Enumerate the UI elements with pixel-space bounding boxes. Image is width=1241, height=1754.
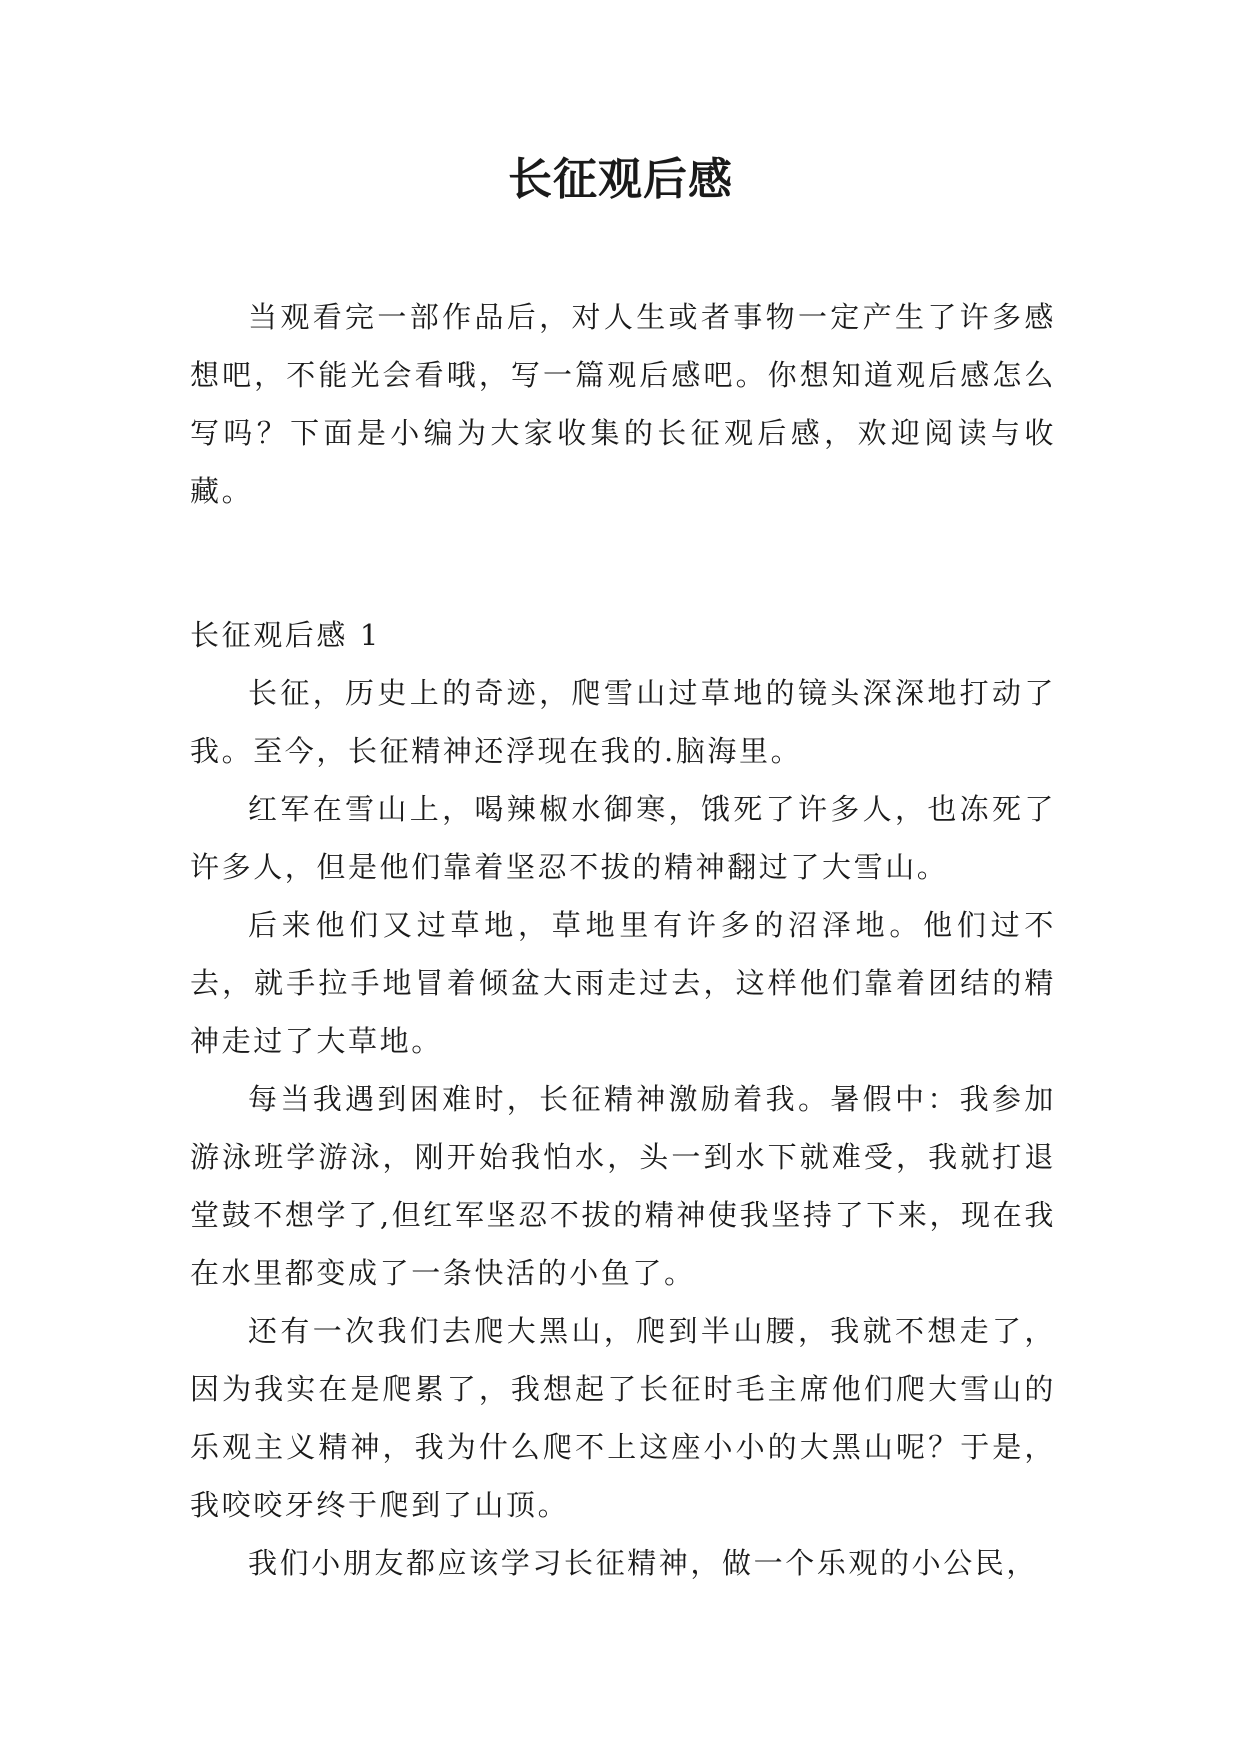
body-paragraph: 我们小朋友都应该学习长征精神，做一个乐观的小公民，	[248, 1546, 1039, 1580]
section-heading: 长征观后感 1	[190, 618, 381, 652]
intro-paragraph: 当观看完一部作品后，对人生或者事物一定产生了许多感想吧，不能光会看哦，写一篇观后感吧。你想知道观后感怎么写吗？下面是小编为大家收集的长征观后感，欢迎阅读与收藏。	[190, 300, 1056, 508]
body-paragraph: 长征，历史上的奇迹，爬雪山过草地的镜头深深地打动了我。至今，长征精神还浮现在我的.脑海里。	[190, 676, 1056, 768]
document-title: 长征观后感	[508, 154, 733, 205]
body-paragraph: 每当我遇到困难时，长征精神激励着我。暑假中：我参加游泳班学游泳，刚开始我怕水，头一到水下就难受，我就打退堂鼓不想学了,但红军坚忍不拔的精神使我坚持了下来，现在我在水里都变成了一条快活的小鱼了。	[190, 1082, 1056, 1290]
section-spacer	[190, 520, 1056, 606]
document-body	[190, 288, 1056, 1592]
body-paragraph: 后来他们又过草地，草地里有许多的沼泽地。他们过不去，就手拉手地冒着倾盆大雨走过去，这样他们靠着团结的精神走过了大草地。	[190, 908, 1056, 1058]
body-paragraph: 还有一次我们去爬大黑山，爬到半山腰，我就不想走了，因为我实在是爬累了，我想起了长征时毛主席他们爬大雪山的乐观主义精神，我为什么爬不上这座小小的大黑山呢？于是，我咬咬牙终于爬到了山顶。	[190, 1314, 1056, 1522]
body-paragraph: 红军在雪山上，喝辣椒水御寒，饿死了许多人，也冻死了许多人，但是他们靠着坚忍不拔的精神翻过了大雪山。	[190, 792, 1056, 884]
